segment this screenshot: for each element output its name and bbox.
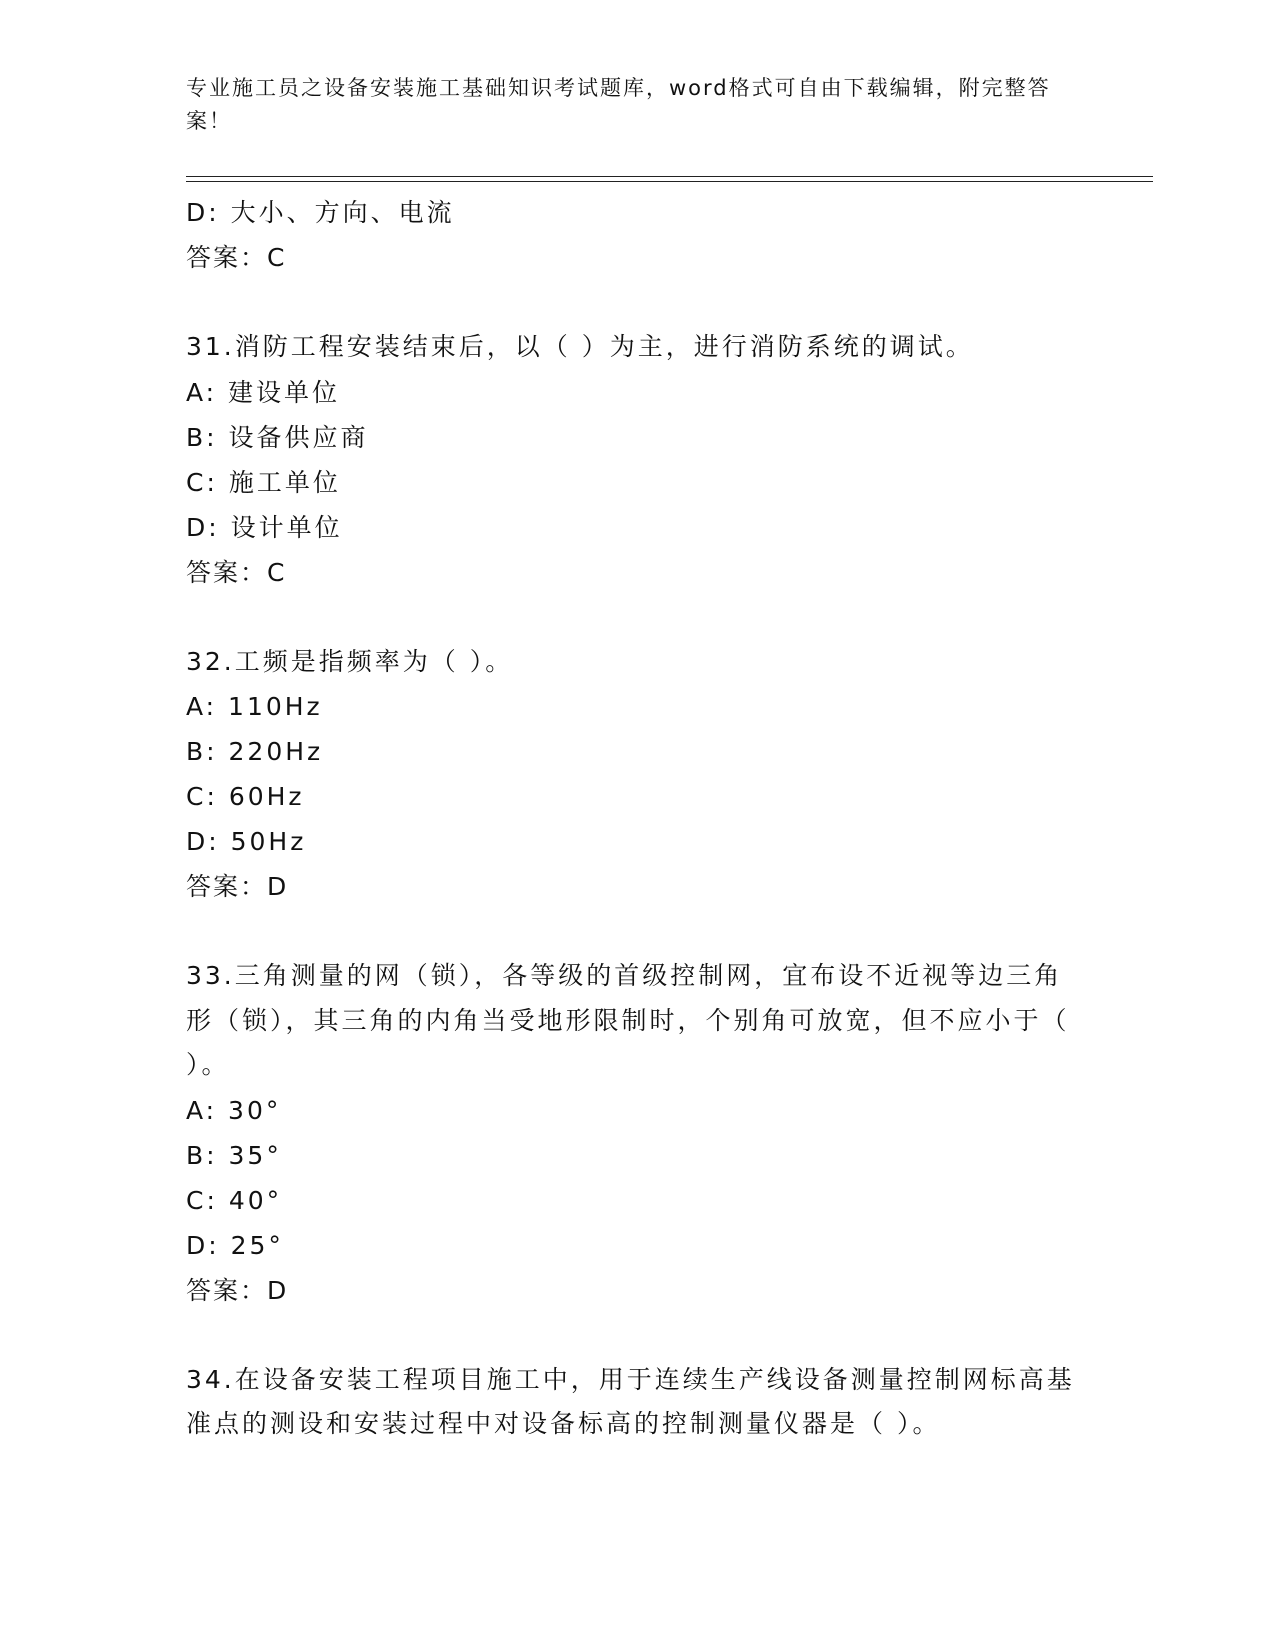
option-d: D: 25° bbox=[186, 1230, 284, 1260]
question-stem: 34.在设备安装工程项目施工中，用于连续生产线设备测量控制网标高基准点的测设和安装过程中对设备标高的控制测量仪器是（ ）。 bbox=[186, 1364, 1075, 1438]
spacer bbox=[186, 595, 1086, 640]
answer: 答案：C bbox=[186, 557, 287, 587]
header-rule-top bbox=[186, 176, 1153, 177]
option-b: B: 220Hz bbox=[186, 737, 324, 766]
question-31 bbox=[186, 325, 1086, 595]
spacer bbox=[186, 1313, 1086, 1358]
question-stem: 31.消防工程安装结束后，以（ ）为主，进行消防系统的调试。 bbox=[186, 332, 974, 361]
option-d: D: 大小、方向、电流 bbox=[186, 198, 455, 227]
spacer bbox=[186, 909, 1086, 954]
option-a: A: 30° bbox=[186, 1095, 282, 1125]
header-rule-bottom bbox=[186, 181, 1153, 182]
spacer bbox=[186, 280, 1086, 325]
option-d: D: 设计单位 bbox=[186, 512, 343, 542]
option-a: A: 110Hz bbox=[186, 692, 323, 721]
option-c: C: 60Hz bbox=[186, 782, 305, 811]
option-c: C: 施工单位 bbox=[186, 467, 341, 497]
answer: 答案：D bbox=[186, 872, 289, 901]
question-stem: 32.工频是指频率为（ ）。 bbox=[186, 646, 514, 676]
answer: 答案：D bbox=[186, 1275, 289, 1305]
question-stem: 33.三角测量的网（锁），各等级的首级控制网，宜布设不近视等边三角形（锁），其三角的内角当受地形限制时，个别角可放宽，但不应小于（ ）。 bbox=[186, 961, 1070, 1079]
option-b: B: 35° bbox=[186, 1140, 282, 1170]
answer: 答案：C bbox=[186, 243, 287, 272]
option-c: C: 40° bbox=[186, 1185, 283, 1215]
question-34 bbox=[186, 1358, 1086, 1447]
option-b: B: 设备供应商 bbox=[186, 422, 369, 452]
question-list bbox=[186, 190, 1086, 1447]
option-d: D: 50Hz bbox=[186, 827, 307, 856]
question-32 bbox=[186, 640, 1086, 910]
question-33 bbox=[186, 954, 1086, 1313]
page-header: 专业施工员之设备安装施工基础知识考试题库，word格式可自由下载编辑，附完整答案！ bbox=[186, 76, 1051, 133]
option-a: A: 建设单位 bbox=[186, 377, 341, 407]
